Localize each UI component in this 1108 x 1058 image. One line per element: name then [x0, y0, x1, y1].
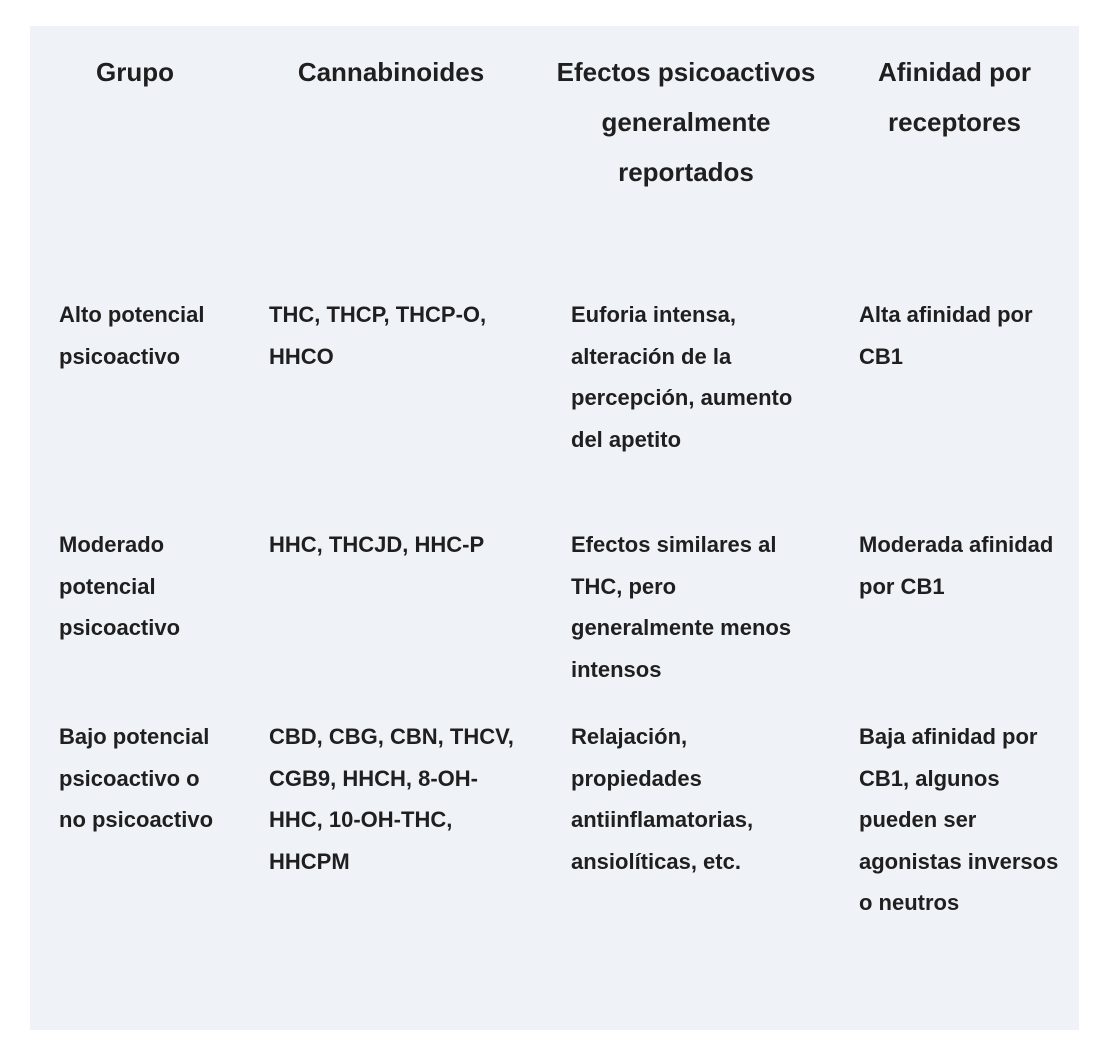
cell-afinidad: Moderada afinidad por CB1 — [859, 532, 1054, 599]
header-efectos: Efectos psicoactivos generalmente reportados — [556, 57, 816, 187]
table-row — [30, 705, 1079, 1030]
header-grupo: Grupo — [96, 57, 174, 87]
cannabinoid-table-container — [30, 26, 1079, 1030]
cannabinoid-table — [30, 26, 1079, 1030]
table-row — [30, 511, 1079, 705]
cell-efectos: Efectos similares al THC, pero generalmente menos intensos — [571, 532, 792, 682]
table-header — [30, 26, 1079, 275]
cell-efectos: Relajación, propiedades antiinflamatorias, ansiolíticas, etc. — [571, 724, 754, 874]
cell-cannabinoides: CBD, CBG, CBN, THCV, CGB9, HHCH, 8-OH-HHC, 10-OH-THC, HHCPM — [269, 724, 514, 874]
header-cannabinoides: Cannabinoides — [297, 57, 485, 87]
cell-afinidad: Alta afinidad por CB1 — [859, 302, 1033, 369]
cell-afinidad: Baja afinidad por CB1, algunos pueden ser agonistas inversos o neutros — [859, 724, 1059, 915]
cell-efectos: Euforia intensa, alteración de la percepción, aumento del apetito — [571, 302, 793, 452]
table-row — [30, 275, 1079, 511]
cell-cannabinoides: HHC, THCJD, HHC-P — [269, 532, 485, 557]
cell-grupo: Bajo potencial psicoactivo o no psicoactivo — [59, 724, 214, 832]
cell-cannabinoides: THC, THCP, THCP-O, HHCO — [269, 302, 487, 369]
header-afinidad: Afinidad por receptores — [877, 57, 1032, 137]
header-row — [30, 26, 1079, 275]
cell-grupo: Moderado potencial psicoactivo — [59, 532, 181, 640]
table-body — [30, 275, 1079, 1030]
cell-grupo: Alto potencial psicoactivo — [59, 302, 205, 369]
